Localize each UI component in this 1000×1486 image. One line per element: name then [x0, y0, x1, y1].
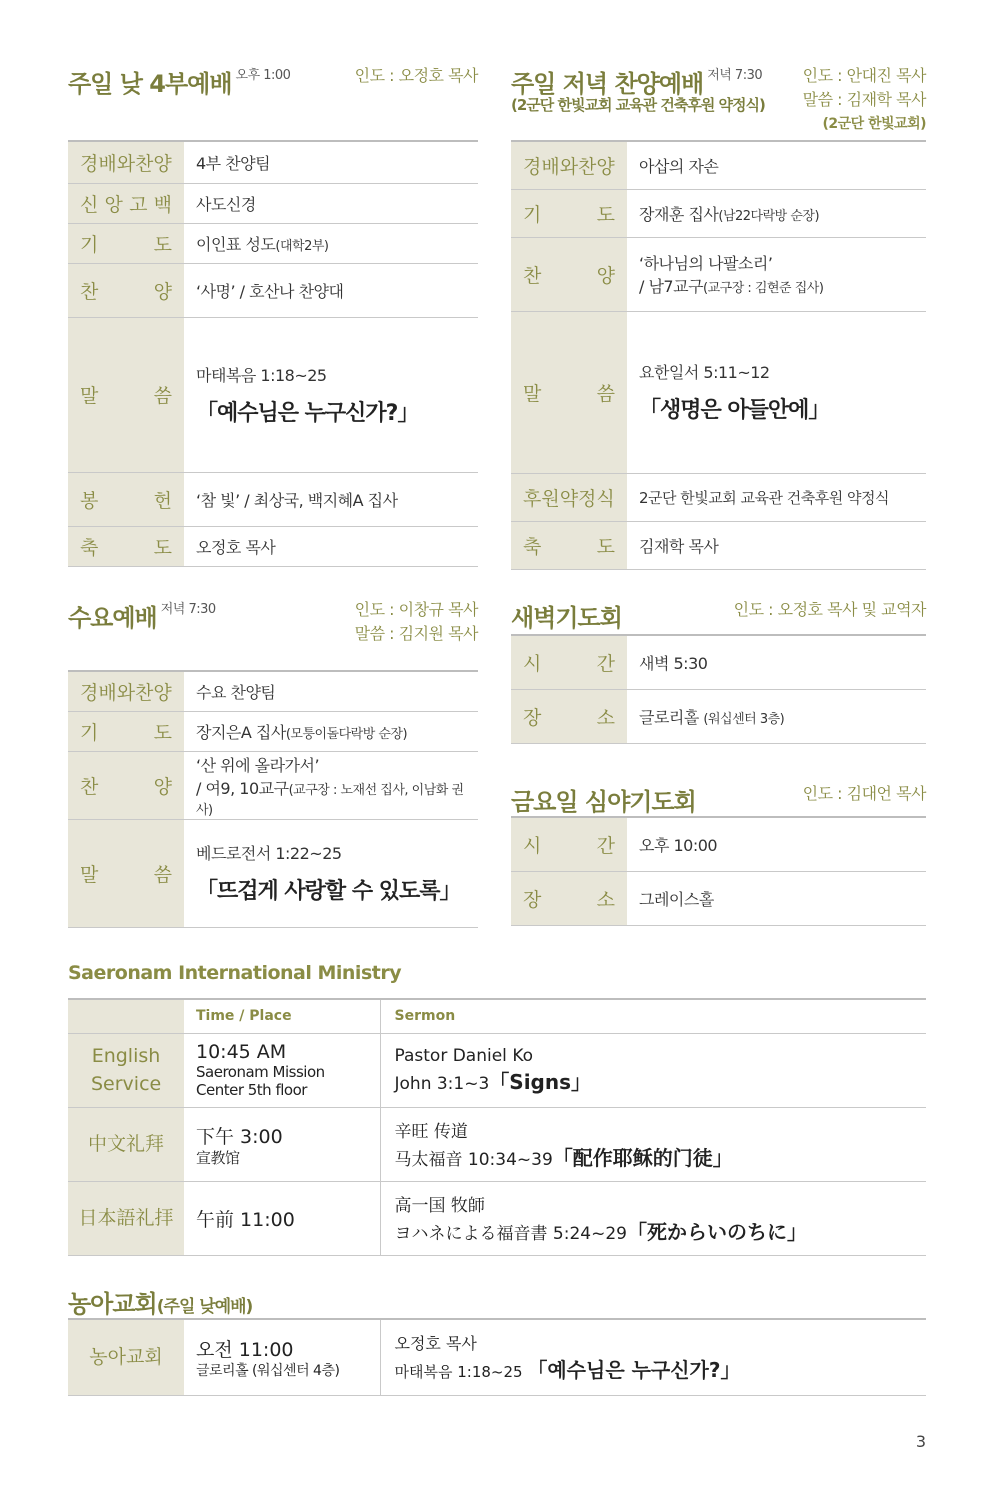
table-row: [68, 671, 478, 711]
sermon-cell: [380, 1181, 926, 1255]
table-row: [68, 472, 478, 526]
row-label: [511, 311, 627, 473]
scripture-ref: 베드로전서 1:22~25: [196, 844, 342, 863]
row-label: [68, 819, 184, 927]
time-place-cell: [184, 1319, 380, 1395]
spaced-label: 말 씀: [80, 863, 172, 886]
preacher: 오정호 목사: [394, 1334, 477, 1354]
preacher: Pastor Daniel Ko: [394, 1045, 534, 1066]
sermon-title: 「뜨겁게 사랑할 수 있도록」: [196, 879, 461, 904]
row-label: [68, 183, 184, 223]
table-row: [68, 1107, 926, 1181]
sermon-title: 「死からいのちに」: [626, 1220, 807, 1244]
row-label: [511, 521, 627, 569]
row-label: [68, 472, 184, 526]
row-value: 글로리홀 (워십센터 3층): [639, 707, 785, 727]
table-row: [511, 521, 926, 569]
spaced-label: 기 도: [80, 233, 172, 256]
spaced-label: 찬 양: [80, 775, 172, 798]
order-of-service-table: [511, 140, 926, 570]
sermon-cell: [627, 311, 926, 473]
table-row: [68, 263, 478, 317]
dawn-prayer-table: [511, 634, 926, 744]
row-value: ‘참 빛’ / 최상국, 백지혜A 집사: [196, 490, 398, 510]
service-time: 10:45 AM: [196, 1041, 287, 1063]
order-of-service-table: [68, 670, 478, 928]
dawn-prayer: [511, 598, 926, 744]
row-label: 경배와찬양: [68, 671, 184, 711]
row-label: English Service: [68, 1033, 184, 1107]
preacher: 辛旺 传道: [394, 1122, 468, 1142]
service-time: 저녁 7:30: [707, 68, 763, 83]
row-value: 장지은A 집사(모퉁이돌다락방 순장): [196, 722, 408, 742]
row-value: 4부 찬양팀: [196, 153, 271, 173]
spaced-label: 신 앙 고 백: [80, 193, 172, 216]
row-label: [68, 223, 184, 263]
time-place-cell: [184, 1107, 380, 1181]
row-value: 김재학 목사: [639, 536, 719, 556]
table-row: [511, 311, 926, 473]
service-time: 下午 3:00: [196, 1125, 283, 1148]
table-row: [511, 689, 926, 743]
spaced-label: 축 도: [523, 535, 615, 558]
header-sermon: Sermon: [394, 1008, 456, 1025]
scripture-ref: 马太福音 10:34~39: [394, 1150, 553, 1170]
scripture-ref: 요한일서 5:11~12: [639, 363, 770, 382]
spaced-label: 찬 양: [80, 280, 172, 303]
row-label: [68, 711, 184, 751]
sermon-title: 「생명은 아들안에」: [639, 398, 830, 423]
row-label: 농아교회: [68, 1319, 184, 1395]
row-value: 오정호 목사: [196, 537, 276, 557]
table-row: [68, 141, 478, 183]
table-row: [68, 526, 478, 566]
service-place: 글로리홀 (워십센터 4층): [196, 1362, 340, 1379]
spaced-label: 기 도: [523, 203, 615, 226]
table-row: [511, 635, 926, 689]
deaf-church-table: [68, 1318, 926, 1396]
spaced-label: 말 씀: [80, 385, 172, 407]
sermon-title: 「Signs」: [489, 1069, 592, 1094]
row-label: [68, 317, 184, 472]
table-row: [511, 817, 926, 871]
header-empty: [68, 999, 184, 1033]
row-value: 그레이스홀: [639, 889, 714, 909]
section-title: 수요예배 $^{저녁 7:30}$: [68, 602, 216, 632]
row-label: [511, 635, 627, 689]
sermon-cell: [184, 317, 478, 472]
row-value: ‘산 위에 올라가서’ / 여9, 10교구(교구장 : 노재선 집사, 이남화 권사): [196, 755, 464, 818]
table-row: [68, 183, 478, 223]
row-label: 中文礼拜: [68, 1107, 184, 1181]
leader-info: 인도 : 오정호 목사 및 교역자: [733, 600, 926, 619]
section-title: 새벽기도회: [511, 604, 622, 632]
deaf-church-heading: [68, 1284, 252, 1319]
table-row: [68, 711, 478, 751]
row-value: 아삽의 자손: [639, 156, 719, 176]
time-place-cell: [184, 1181, 380, 1255]
leader-info: 인도 : 이창규 목사 말씀 : 김지원 목사: [354, 600, 478, 643]
row-label: 후원약정식: [511, 473, 627, 521]
service-time: 오전 11:00: [196, 1338, 294, 1361]
spaced-label: 찬 양: [523, 264, 615, 287]
spaced-label: 말 씀: [523, 382, 615, 405]
row-label: 日本語礼拝: [68, 1181, 184, 1255]
row-value: 이인표 성도(대학2부): [196, 234, 329, 254]
wednesday-service: [68, 598, 478, 928]
preacher: 高一国 牧師: [394, 1196, 485, 1216]
spaced-label: 기 도: [80, 721, 172, 744]
table-row: [68, 819, 478, 927]
table-header-row: [68, 999, 926, 1033]
sunday-4th-service: [68, 64, 478, 567]
sunday-evening-service: [511, 64, 926, 570]
row-value: 새벽 5:30: [639, 653, 708, 673]
spaced-label: 시 간: [523, 834, 615, 857]
international-ministry-title: Saeronam International Ministry: [68, 962, 402, 984]
section-title: 주일 낮 4부예배 $^{오후 1:00}$: [68, 68, 291, 98]
row-value: 2군단 한빛교회 교육관 건축후원 약정식: [639, 488, 889, 507]
section-subtitle: (2군단 한빛교회 교육관 건축후원 약정식): [511, 96, 765, 114]
row-value: 수요 찬양팀: [196, 682, 276, 702]
service-time: 午前 11:00: [196, 1208, 295, 1231]
row-value: 오후 10:00: [639, 835, 718, 855]
page-number: 3: [915, 1432, 926, 1451]
section-title: 주일 저녁 찬양예배 $^{저녁 7:30}$: [511, 68, 763, 98]
row-label: [511, 689, 627, 743]
leader-info: 인도 : 김대언 목사: [802, 784, 926, 803]
row-label: [68, 263, 184, 317]
time-place-cell: [184, 1033, 380, 1107]
service-time: 저녁 7:30: [160, 602, 216, 617]
scripture-ref: 마태복음 1:18~25: [394, 1363, 523, 1382]
international-ministry-table: [68, 998, 926, 1256]
scripture-ref: 마태복음 1:18~25: [196, 365, 327, 385]
spaced-label: 축 도: [80, 536, 172, 559]
row-value: 장재훈 집사(남22다락방 순장): [639, 204, 820, 224]
spaced-label: 시 간: [523, 652, 615, 675]
section-title: 금요일 심야기도회: [511, 788, 696, 816]
table-row: [68, 223, 478, 263]
sermon-title: 「配作耶稣的门徒」: [552, 1146, 733, 1170]
row-label: [511, 817, 627, 871]
row-label: 경배와찬양: [511, 141, 627, 189]
spaced-label: 봉 헌: [80, 489, 172, 512]
row-value: ‘사명’ / 호산나 찬양대: [196, 281, 344, 301]
service-place: Saeronam Mission Center 5th floor: [196, 1063, 325, 1099]
sermon-cell: [380, 1033, 926, 1107]
row-label: [511, 871, 627, 925]
row-label: [511, 189, 627, 237]
table-row: [511, 237, 926, 311]
sermon-cell: [380, 1319, 926, 1395]
table-row: [511, 473, 926, 521]
table-row: [68, 317, 478, 472]
spaced-label: 장 소: [523, 706, 615, 729]
sermon-cell: [380, 1107, 926, 1181]
row-value: 사도신경: [196, 194, 256, 214]
spaced-label: 장 소: [523, 888, 615, 911]
sermon-title: 「예수님은 누구신가?」: [196, 400, 419, 426]
row-label: [511, 237, 627, 311]
table-row: [511, 871, 926, 925]
scripture-ref: ヨハネによる福音書 5:24~29: [394, 1224, 627, 1244]
leader-info: 인도 : 안대진 목사 말씀 : 김재학 목사 (2군단 한빛교회): [802, 66, 926, 132]
friday-prayer-table: [511, 816, 926, 926]
sermon-cell: [184, 819, 478, 927]
table-row: [68, 1319, 926, 1395]
table-row: [511, 189, 926, 237]
table-row: [511, 141, 926, 189]
row-label: [68, 526, 184, 566]
table-row: [68, 751, 478, 819]
service-time: 오후 1:00: [235, 68, 291, 83]
table-row: [68, 1033, 926, 1107]
row-label: [68, 751, 184, 819]
sermon-title: 「예수님은 누구신가?」: [527, 1358, 741, 1383]
row-label: 경배와찬양: [68, 141, 184, 183]
leader-info: 인도 : 오정호 목사: [354, 66, 478, 85]
section-title: 농아교회(주일 낮예배): [68, 1290, 253, 1318]
scripture-ref: John 3:1~3: [394, 1073, 490, 1094]
service-place: 宣教馆: [196, 1148, 240, 1167]
table-row: [68, 1181, 926, 1255]
row-value: ‘하나님의 나팔소리’ / 남7교구(교구장 : 김현준 집사): [639, 254, 824, 296]
order-of-service-table: [68, 140, 478, 567]
header-time-place: Time / Place: [184, 999, 380, 1033]
friday-night-prayer: [511, 782, 926, 926]
